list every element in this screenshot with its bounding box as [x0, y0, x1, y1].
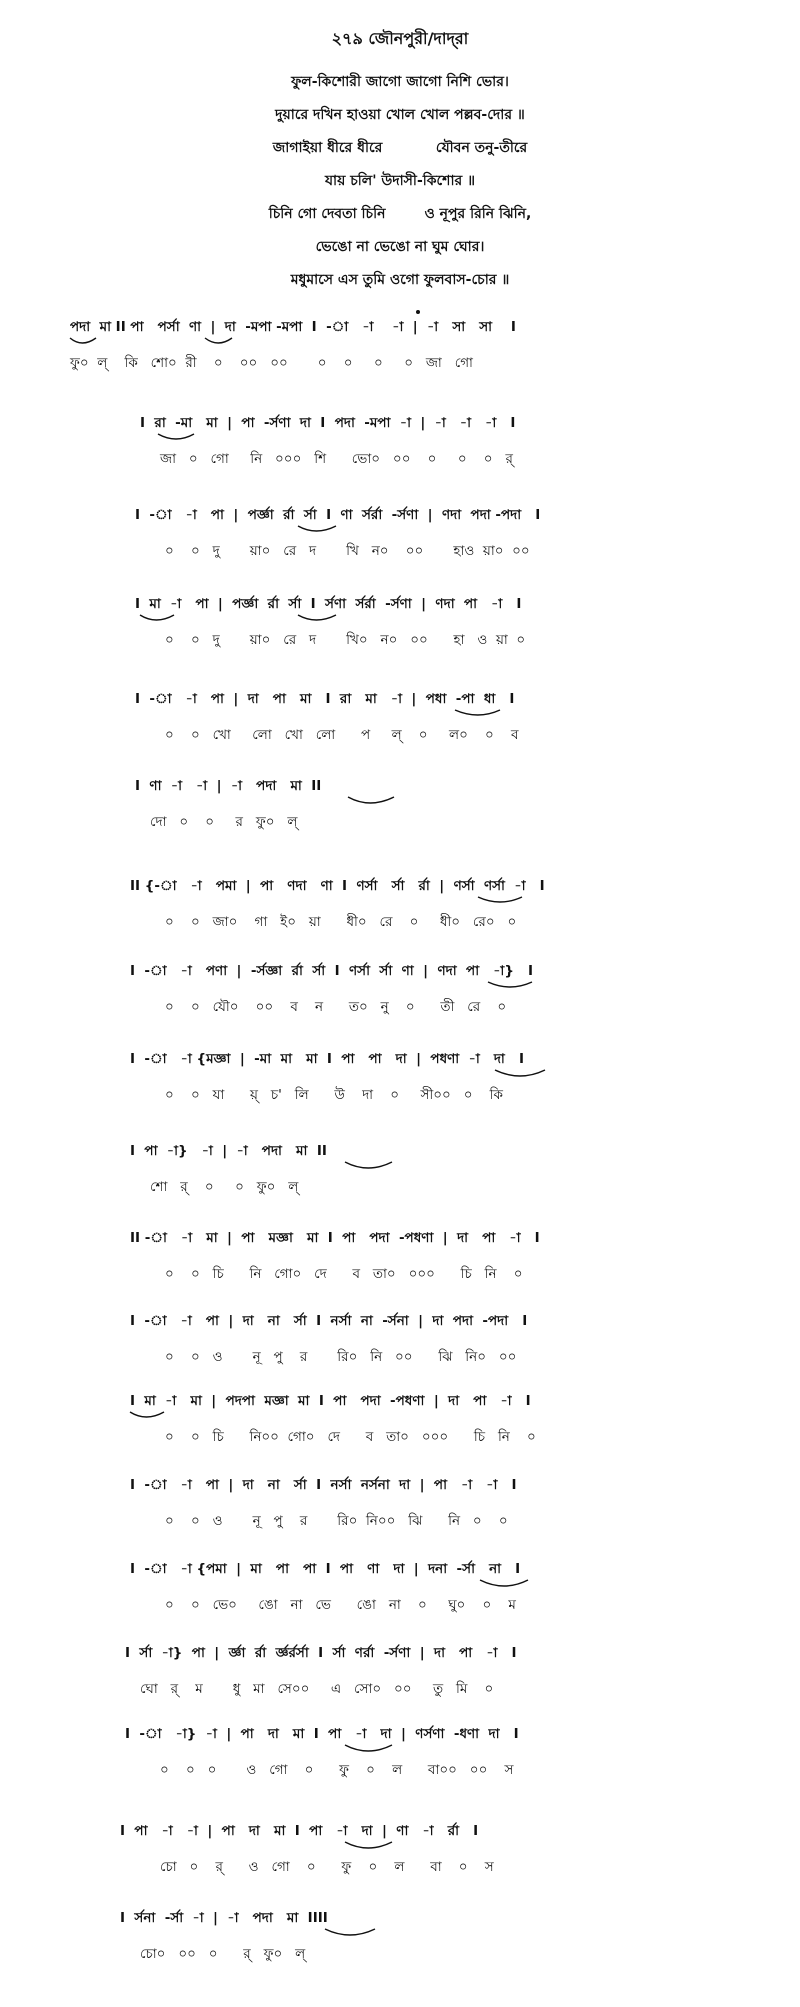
lyric-syllables: ঘো র্ ম ধু মা সে০০ এ সো০ ০০ তু মি ০ [140, 1681, 494, 1697]
lyric-syllables: ০ ০ ০ ও গো ০ ফু ০ ল বা০০ ০০ স [160, 1762, 514, 1778]
lyric-syllables: ০ ০ যা য়্ চ' লি উ দা ০ সী০০ ০ কি [165, 1087, 503, 1103]
lyric-syllables: শো র্ ০ ০ ফু০ ল্ [150, 1179, 299, 1195]
swara-line: I মা -া মা | পদপা মজ্ঞা মা I পা পদা -পধণা | দা পা -া I [130, 1393, 531, 1409]
lyric-syllables: দো ০ ০ র ফু০ ল্ [150, 814, 298, 830]
lyric-line: ভেঙো না ভেঙো না ঘুম ঘোর। [315, 239, 485, 255]
swara-line: I র্সনা -র্সা -া | -া পদা মা IIII [120, 1910, 328, 1926]
lyric-syllables: ০ ০ দু য়া০ রে দ খি ন০ ০০ হাও য়া০ ০০ [165, 543, 530, 559]
slur-marks [0, 1140, 800, 1210]
swara-line: II {-া -া পমা | পা ণদা ণা I ণর্সা র্সা র্রা | ণর্সা ণর্সা -া I [130, 878, 545, 894]
lyric-syllables: জা ০ গো নি ০০০ শি ভো০ ০০ ০ ০ ০ র্ [160, 451, 513, 467]
swara-line: I -া -া পা | দা পা মা I রা মা -া | পধা -পা ধা I [135, 691, 515, 707]
lyric-syllables: ০ ০ ও নূ পু র রি০ নি ০০ ঝি নি০ ০০ [165, 1349, 517, 1365]
lyrics-stanza [0, 66, 800, 297]
swara-line: I মা -া পা | পর্জ্ঞা র্রা র্সা I র্সণা র্সর্রা -র্সণা | ণদা পা -া I [135, 596, 522, 612]
song-title: ২৭৯ জৌনপুরী/দাদ্‌রা [331, 29, 469, 48]
swara-line: II -া -া মা | পা মজ্ঞা মা I পা পদা -পধণা | দা পা -া I [130, 1230, 540, 1246]
swara-line: I -া -া {মজ্ঞা | -মা মা মা I পা পা দা | পধণা -া দা I [130, 1051, 524, 1067]
swara-line: I পা -া} -া | -া পদা মা II [130, 1143, 327, 1159]
swara-line: I রা -মা মা | পা -র্সণা দা I পদা -মপা -া | -া -া -া I [140, 415, 516, 431]
lyric-syllables: ০ ০ ও নূ পু র রি০ নি০০ ঝি নি ০ ০ [165, 1513, 508, 1529]
lyric-line: যায় চলি' উদাসী-কিশোর ॥ [324, 173, 476, 189]
swara-line: I ণা -া -া | -া পদা মা II [135, 778, 322, 794]
lyric-syllables: ০ ০ যৌ০ ০০ ব ন ত০ নু ০ তী রে ০ [165, 999, 507, 1015]
lyric-line: ফুল-কিশোরী জাগো জাগো নিশি ভোর। [291, 74, 509, 90]
lyric-syllables: ০ ০ খো লো খো লো প ল্ ০ ল০ ০ ব [165, 727, 519, 743]
lyric-syllables: চো০ ০০ ০ র্ ফু০ ল্ [140, 1946, 306, 1962]
swara-line: I -া -া {পমা | মা পা পা I পা ণা দা | দনা -র্সা না I [130, 1561, 521, 1577]
swara-line: I -া -া পণা | -র্সজ্ঞা র্রা র্সা I ণর্সা র্সা ণা | ণদা পা -া} I [130, 963, 534, 979]
swara-line: I -া -া পা | দা না র্সা I নর্সা না -র্সনা | দা পদা -পদা I [130, 1313, 528, 1329]
swara-line: I র্সা -া} পা | র্জ্ঞা র্রা র্জ্ঞর্রর্সা I র্সা ণর্রা -র্সণা | দা পা -া I [125, 1645, 517, 1661]
lyric-syllables: ০ ০ চি নি গো০ দে ব তা০ ০০০ চি নি ০ [165, 1266, 523, 1282]
lyric-line: চিনি গো দেবতা চিনি ও নূপুর রিনি ঝিনি, [268, 206, 532, 222]
slur-marks [0, 775, 800, 845]
lyric-syllables: ০ ০ ভে০ ঙো না ভে ঙো না ০ ঘু০ ০ ম [165, 1597, 516, 1613]
lyric-syllables: চো ০ র্ ও গো ০ ফু ০ ল বা ০ স [160, 1859, 494, 1875]
swara-line: I -া -া পা | পর্জ্ঞা র্রা র্সা I ণা র্সর্রা -র্সণা | ণদা পদা -পদা I [135, 507, 541, 523]
swara-line: পদা মা II পা পর্সা ণা | দা -মপা -মপা I -া -া -া | -া সা সা I [70, 319, 516, 335]
lyric-line: মধুমাসে এস তুমি ওগো ফুলবাস-চোর ॥ [290, 272, 510, 288]
swara-line: I -া -া} -া | পা দা মা I পা -া দা | ণর্সণা -ধণা দা I [125, 1726, 519, 1742]
lyric-syllables: ০ ০ জা০ গা ই০ য়া ধী০ রে ০ ধী০ রে০ ০ [165, 914, 517, 930]
lyric-line: জাগাইয়া ধীরে ধীরে যৌবন তনু-তীরে [272, 140, 528, 156]
lyric-syllables: ফু০ ল্ কি শো০ রী ০ ০০ ০০ ০ ০ ০ ০ জা গো [70, 355, 473, 371]
lyric-line: দুয়ারে দখিন হাওয়া খোল খোল পল্লব-দোর ॥ [275, 107, 525, 123]
swara-line: I পা -া -া | পা দা মা I পা -া দা | ণা -া র্রা I [120, 1823, 479, 1839]
lyric-syllables: ০ ০ চি নি০০ গো০ দে ব তা০ ০০০ চি নি ০ [165, 1429, 536, 1445]
swara-line: I -া -া পা | দা না র্সা I নর্সা নর্সনা দা | পা -া -া I [130, 1477, 517, 1493]
lyric-syllables: ০ ০ দু য়া০ রে দ খি০ ন০ ০০ হা ও য়া ০ [165, 632, 526, 648]
